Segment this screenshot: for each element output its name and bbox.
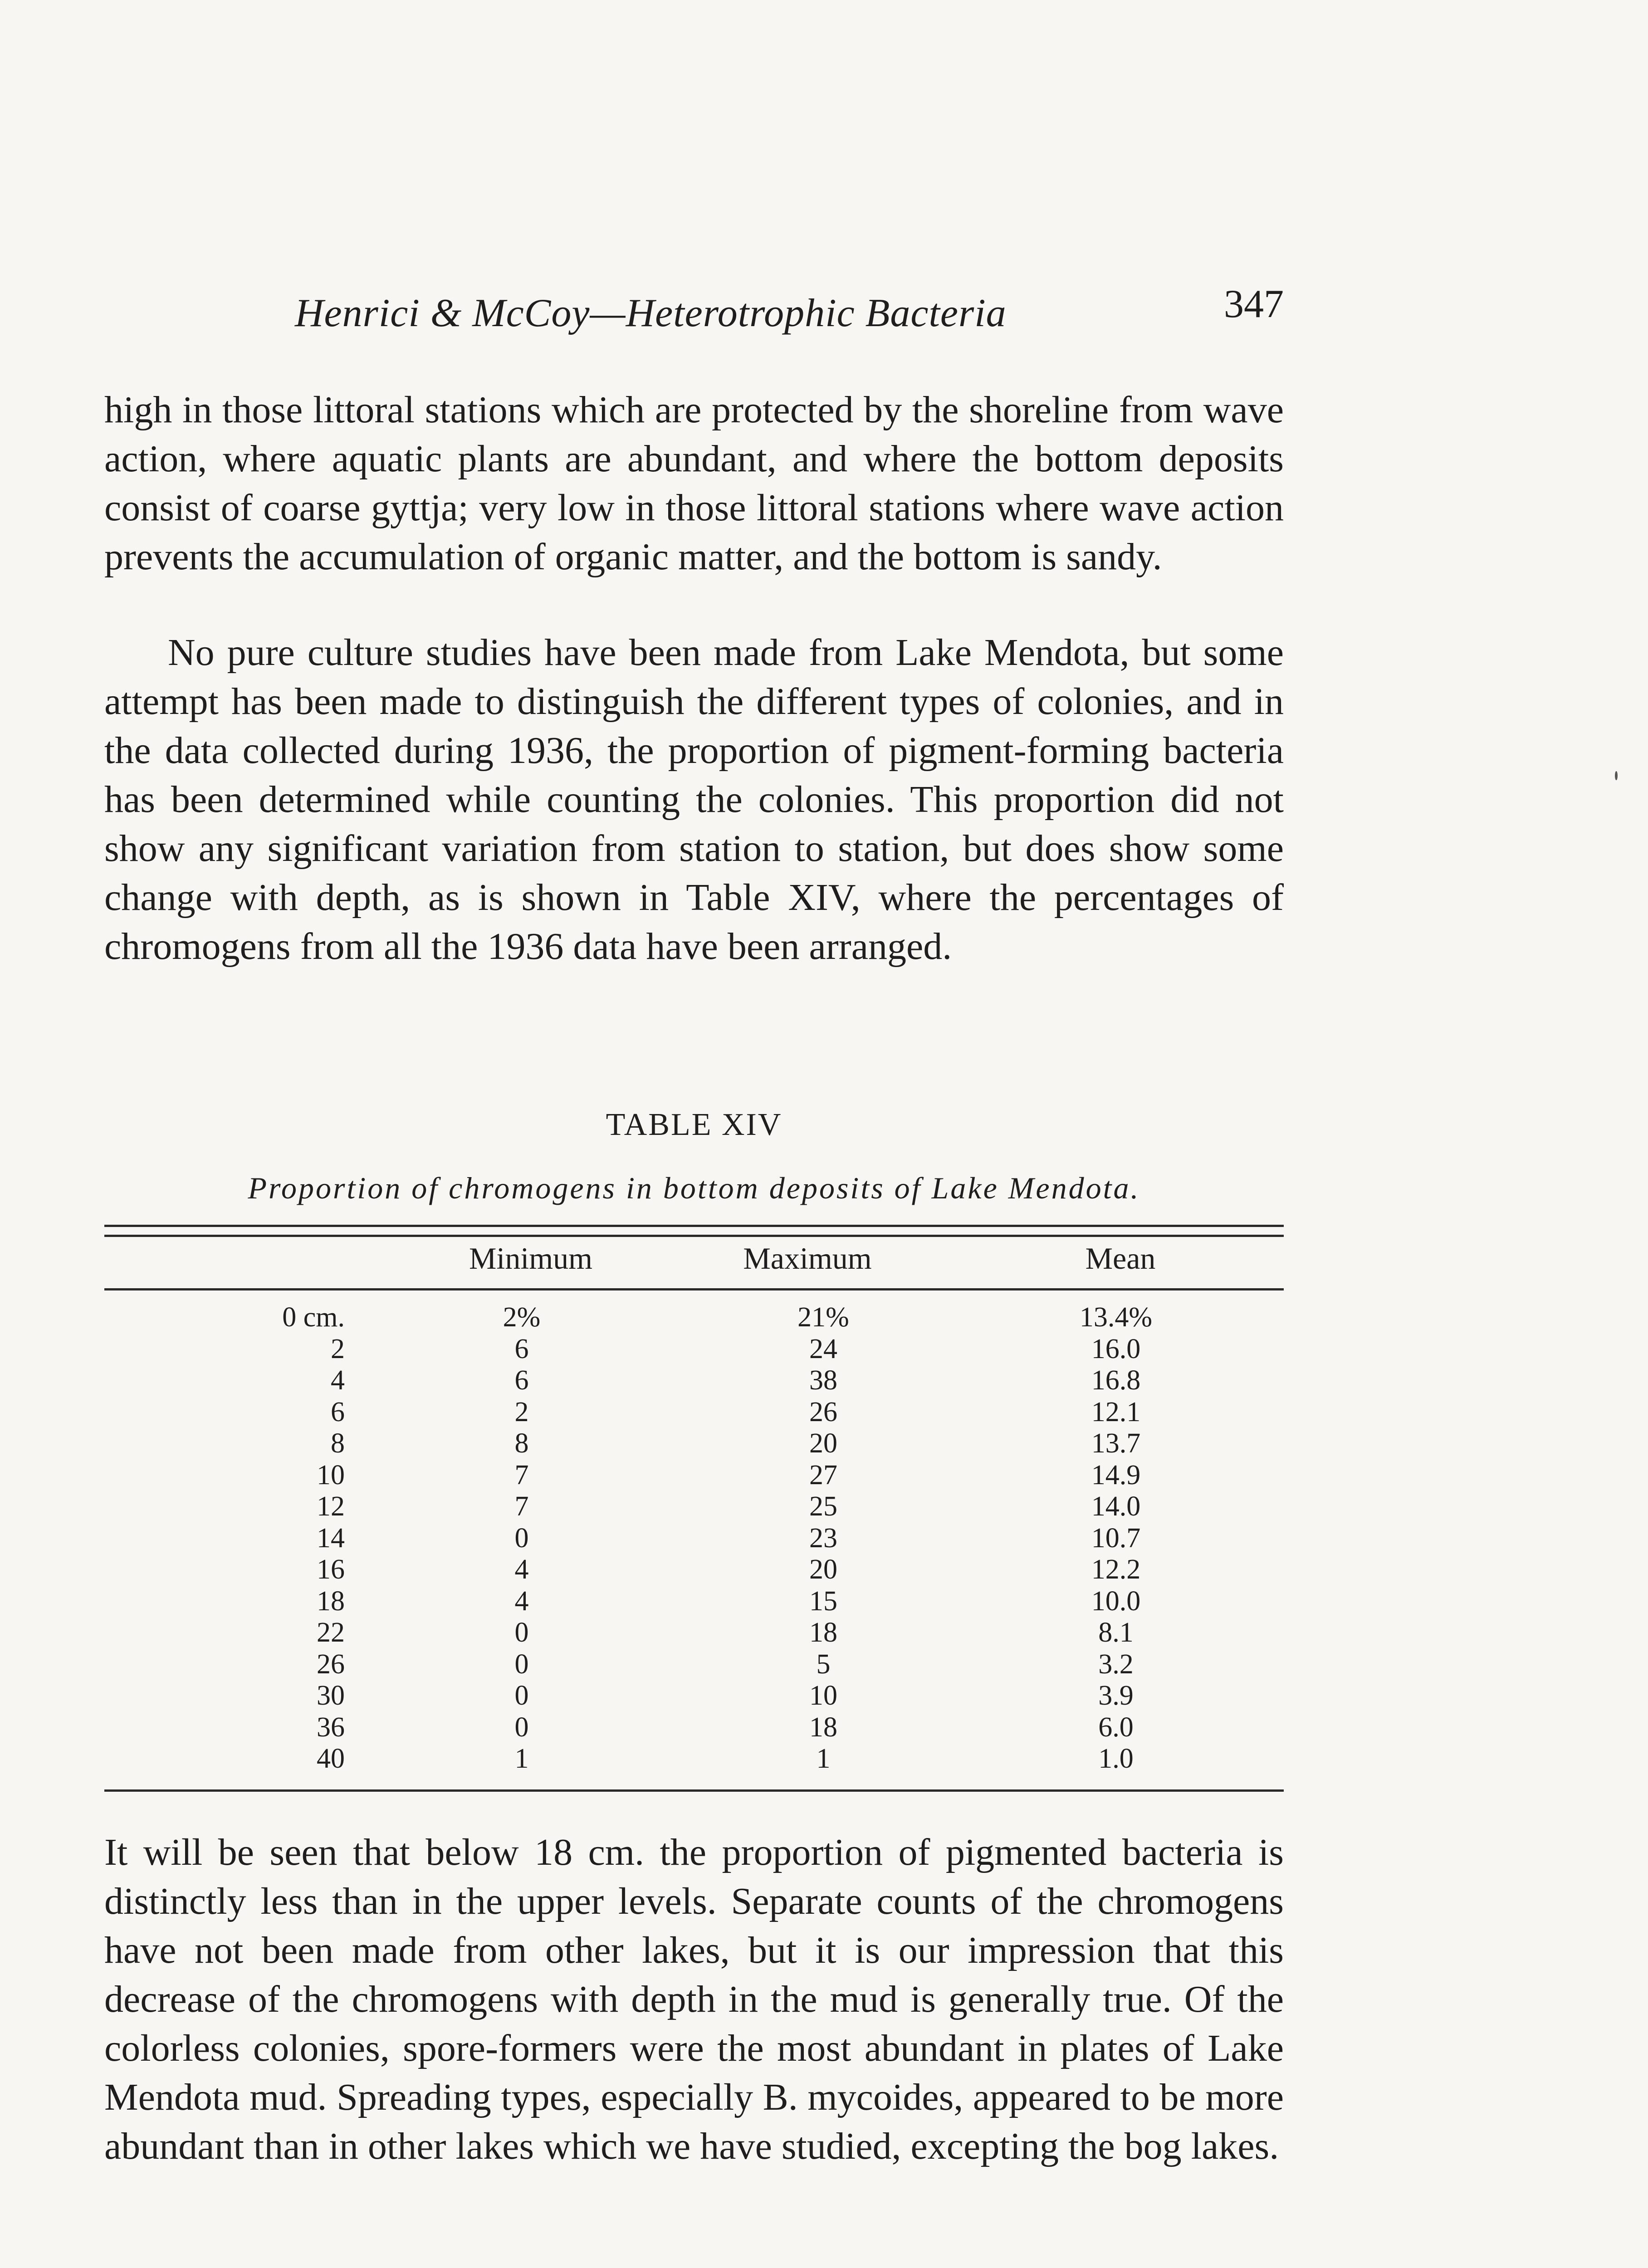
minimum-cell: 0 — [514, 1680, 529, 1711]
header-maximum: Maximum — [743, 1241, 872, 1276]
maximum-cell: 1 — [816, 1743, 831, 1774]
minimum-cell: 1 — [514, 1743, 529, 1774]
mean-cell: 13.4% — [1079, 1302, 1153, 1333]
table-row — [104, 1743, 1284, 1775]
depth-cell: 40 — [317, 1743, 345, 1774]
maximum-cell: 15 — [809, 1585, 837, 1617]
depth-cell: 12 — [317, 1491, 345, 1522]
mean-cell: 10.0 — [1091, 1585, 1141, 1617]
table-row — [104, 1554, 1284, 1586]
page-number: 347 — [1224, 282, 1284, 326]
maximum-cell: 38 — [809, 1365, 837, 1396]
mean-cell: 14.0 — [1091, 1491, 1141, 1522]
depth-cell: 22 — [317, 1617, 345, 1648]
depth-cell: 6 — [331, 1396, 345, 1427]
table-caption: Proportion of chromogens in bottom deposits of Lake Mendota. — [248, 1171, 1140, 1205]
minimum-cell: 0 — [514, 1711, 529, 1743]
minimum-cell: 2% — [503, 1302, 541, 1333]
table-header-rule — [104, 1288, 1284, 1290]
table-row — [104, 1428, 1284, 1460]
mean-cell: 12.2 — [1091, 1554, 1141, 1585]
table-title: TABLE XIV — [606, 1107, 782, 1142]
maximum-cell: 23 — [809, 1522, 837, 1554]
minimum-cell: 2 — [514, 1396, 529, 1427]
table-row — [104, 1649, 1284, 1681]
table-row — [104, 1460, 1284, 1491]
running-title: Henrici & McCoy—Heterotrophic Bacteria — [295, 291, 1007, 335]
table-body — [104, 1302, 1284, 1775]
maximum-cell: 24 — [809, 1333, 837, 1364]
depth-cell: 0 cm. — [282, 1302, 345, 1333]
scan-speck — [1615, 771, 1618, 780]
table-row — [104, 1586, 1284, 1618]
minimum-cell: 6 — [514, 1365, 529, 1396]
header-mean: Mean — [1085, 1241, 1156, 1276]
minimum-cell: 6 — [514, 1333, 529, 1364]
paragraph-2: No pure culture studies have been made from Lake Mendota, but some attempt has been made to distinguish the different types of colonies, and in the data collected during 1936, the proportion of pigment-forming bacteria has been determined while counting the colonies. This proportion did not show any significant variation from station to station, but does show some change with depth, as is shown in Table XIV, where the percentages of chromogens from all the 1936 data have been arranged. — [104, 631, 1284, 968]
maximum-cell: 18 — [809, 1617, 837, 1648]
depth-cell: 8 — [331, 1428, 345, 1459]
table-row — [104, 1491, 1284, 1523]
depth-cell: 2 — [331, 1333, 345, 1364]
maximum-cell: 20 — [809, 1554, 837, 1585]
depth-cell: 36 — [317, 1711, 345, 1743]
minimum-cell: 0 — [514, 1617, 529, 1648]
table-row — [104, 1617, 1284, 1649]
running-head — [104, 281, 1284, 349]
depth-cell: 26 — [317, 1648, 345, 1680]
maximum-cell: 10 — [809, 1680, 837, 1711]
mean-cell: 10.7 — [1091, 1522, 1141, 1554]
table-row — [104, 1334, 1284, 1365]
header-minimum: Minimum — [469, 1241, 593, 1276]
table-row — [104, 1523, 1284, 1554]
minimum-cell: 4 — [514, 1585, 529, 1617]
table-row — [104, 1712, 1284, 1744]
mean-cell: 3.9 — [1098, 1680, 1134, 1711]
mean-cell: 16.8 — [1091, 1365, 1141, 1396]
table-row — [104, 1680, 1284, 1712]
table-bottom-rule — [104, 1789, 1284, 1792]
mean-cell: 3.2 — [1098, 1648, 1134, 1680]
minimum-cell: 7 — [514, 1491, 529, 1522]
depth-cell: 18 — [317, 1585, 345, 1617]
table-row — [104, 1302, 1284, 1334]
minimum-cell: 8 — [514, 1428, 529, 1459]
table-top-rule — [104, 1225, 1284, 1227]
maximum-cell: 21% — [797, 1302, 849, 1333]
maximum-cell: 27 — [809, 1459, 837, 1491]
mean-cell: 13.7 — [1091, 1428, 1141, 1459]
mean-cell: 12.1 — [1091, 1396, 1141, 1427]
depth-cell: 4 — [331, 1365, 345, 1396]
minimum-cell: 4 — [514, 1554, 529, 1585]
mean-cell: 6.0 — [1098, 1711, 1134, 1743]
maximum-cell: 5 — [816, 1648, 831, 1680]
minimum-cell: 7 — [514, 1459, 529, 1491]
depth-cell: 10 — [317, 1459, 345, 1491]
mean-cell: 1.0 — [1098, 1743, 1134, 1774]
depth-cell: 14 — [317, 1522, 345, 1554]
mean-cell: 16.0 — [1091, 1333, 1141, 1364]
maximum-cell: 25 — [809, 1491, 837, 1522]
minimum-cell: 0 — [514, 1648, 529, 1680]
minimum-cell: 0 — [514, 1522, 529, 1554]
paragraph-3: It will be seen that below 18 cm. the proportion of pigmented bacteria is distinctly less than in the upper levels. Separate counts of the chromogens have not been made from other lakes, but it is our impression that this decrease of the chromogens with depth in the mud is generally true. Of the colorless colonies, spore-formers were the most abundant in plates of Lake Mendota mud. Spreading types, especially B. mycoides, appeared to be more abundant than in other lakes which we have studied, excepting the bog lakes. — [104, 1831, 1284, 2167]
table-row — [104, 1397, 1284, 1428]
maximum-cell: 18 — [809, 1711, 837, 1743]
depth-cell: 16 — [317, 1554, 345, 1585]
table-row — [104, 1365, 1284, 1397]
depth-cell: 30 — [317, 1680, 345, 1711]
mean-cell: 8.1 — [1098, 1617, 1134, 1648]
paragraph-1: high in those littoral stations which are protected by the shoreline from wave action, where aquatic plants are abundant, and where the bottom deposits consist of coarse gyttja; very low in those littoral stations where wave action prevents the accumulation of organic matter, and the bottom is sandy. — [104, 389, 1284, 578]
maximum-cell: 26 — [809, 1396, 837, 1427]
table-top-rule-double — [104, 1235, 1284, 1237]
maximum-cell: 20 — [809, 1428, 837, 1459]
mean-cell: 14.9 — [1091, 1459, 1141, 1491]
